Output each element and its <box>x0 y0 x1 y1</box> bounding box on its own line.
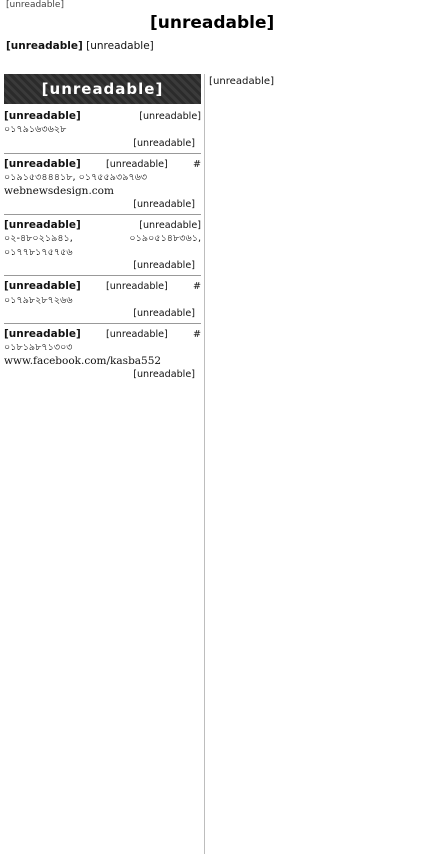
ad-phone: # ০১৭৯৮২৮৭২৬৬ <box>4 281 201 306</box>
classifieds-list <box>4 104 201 381</box>
ad-divider <box>4 323 201 324</box>
ad-code: [unreadable] <box>133 199 195 211</box>
ad-title: [unreadable] <box>4 157 81 170</box>
ad-body: [unreadable] <box>105 158 168 170</box>
ad-facebook-link[interactable]: www.facebook.com/kasba552 <box>4 354 162 367</box>
classified-ad <box>4 280 201 320</box>
ad-body: [unreadable] <box>105 329 168 341</box>
classifieds-column <box>4 74 201 856</box>
ad-phone: # ০১৮১৯৮৭১৩০৩ <box>4 329 201 354</box>
classified-ad <box>4 219 201 272</box>
ad-title: [unreadable] <box>4 280 81 293</box>
article-intro <box>6 38 436 72</box>
ad-website-link[interactable]: webnewsdesign.com <box>4 184 114 197</box>
ad-body: [unreadable] <box>105 281 168 293</box>
ad-body: [unreadable] <box>139 220 201 232</box>
ad-title: [unreadable] <box>4 110 81 122</box>
ad-phone: # ০১৯১৫৩৪৪৪১৮, ০১৭৫৫৯৩৯৭৬৩ <box>4 158 201 184</box>
ad-divider <box>4 275 201 276</box>
classified-ad <box>4 158 201 211</box>
ad-title: [unreadable] <box>4 328 81 341</box>
classified-ad <box>4 328 201 381</box>
ad-phone: ০২-৪৮০২১৯৪১, ০১৯০৫১৪৮৩৬১, ০১৭৭৮১৭৫৭৫৬ <box>4 233 201 258</box>
article-body: [unreadable] <box>209 76 275 87</box>
article-column <box>209 74 437 856</box>
ad-divider <box>4 153 201 154</box>
ad-code: [unreadable] <box>133 137 195 149</box>
article-headline: [unreadable] <box>150 13 275 33</box>
continuation-lead: [unreadable] <box>6 40 83 52</box>
column-divider <box>204 74 205 854</box>
ad-title: [unreadable] <box>4 219 81 232</box>
ad-body: [unreadable] <box>139 111 201 122</box>
ad-code: [unreadable] <box>133 308 195 320</box>
clipped-top-line: [unreadable] <box>6 0 64 10</box>
classified-ad <box>4 110 201 150</box>
ad-code: [unreadable] <box>133 260 195 272</box>
ad-divider <box>4 214 201 215</box>
section-tag-bibidh: [unreadable] <box>4 74 201 104</box>
ad-phone: ০১৭৯১৬৩৬২৮ <box>4 124 67 136</box>
intro-text: [unreadable] <box>86 40 154 52</box>
ad-code: [unreadable] <box>133 369 195 381</box>
